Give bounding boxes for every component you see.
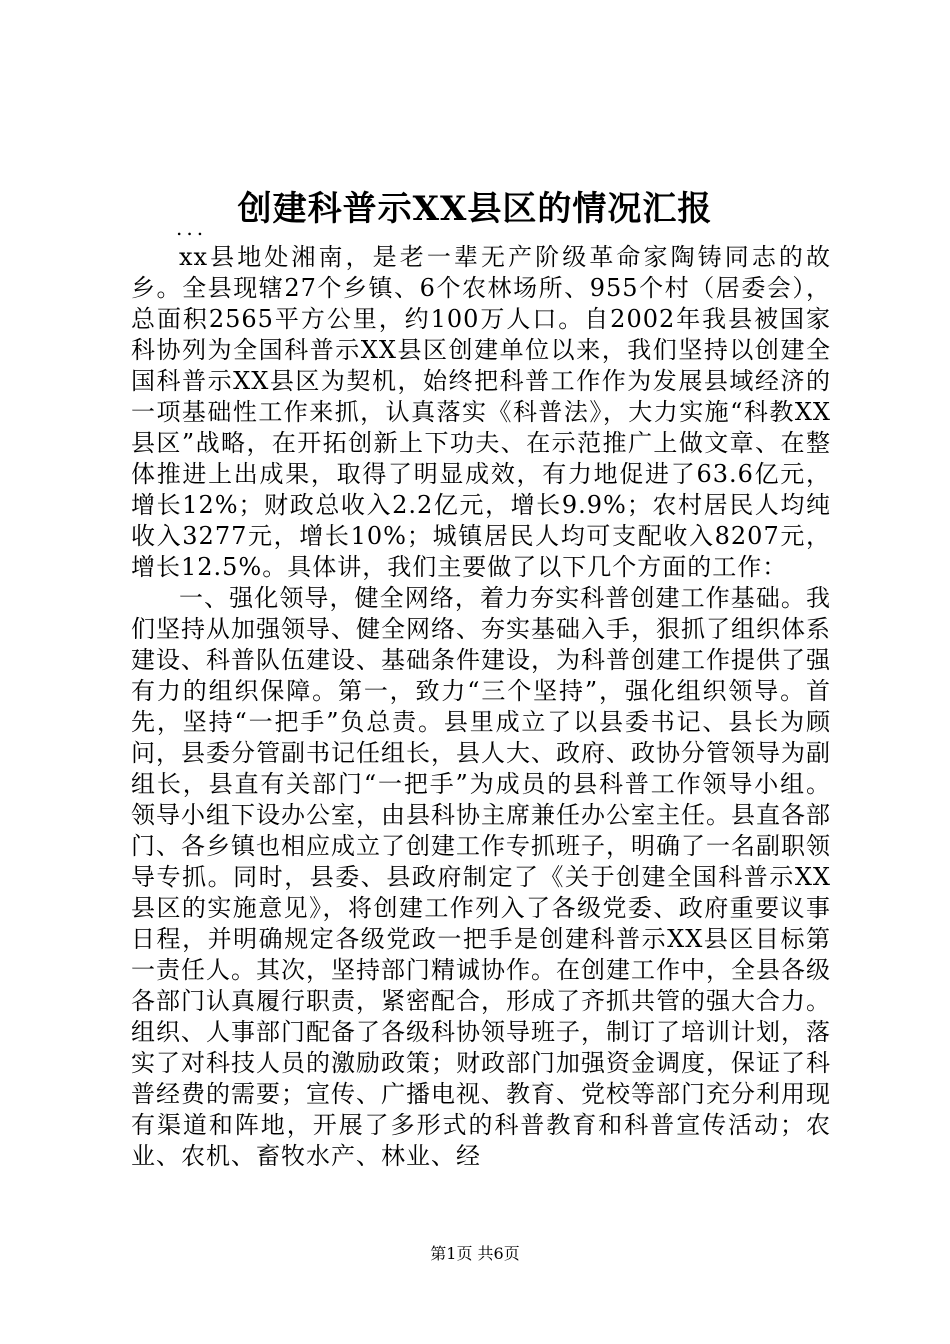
document-body <box>131 242 831 1172</box>
paragraph-intro: xx县地处湘南，是老一辈无产阶级革命家陶铸同志的故乡。全县现辖27个乡镇、6个农林场所、955个村（居委会），总面积2565平方公里，约100万人口。自2002年我县被国家科协列为全国科普示XX县区创建单位以来，我们坚持以创建全国科普示XX县区为契机，始终把科普工作作为发展县域经济的一项基础性工作来抓，认真落实《科普法》，大力实施“科教XX县区”战略，在开拓创新上下功夫、在示范推广上做文章、在整体推进上出成果，取得了明显成效，有力地促进了63.6亿元，增长12%；财政总收入2.2亿元，增长9.9%；农村居民人均纯收入3277元，增长10%；城镇居民人均可支配收入8207元，增长12.5%。具体讲，我们主要做了以下几个方面的工作： <box>131 243 831 581</box>
page-footer: 第1页 共6页 <box>430 1244 520 1263</box>
document-title: 创建科普示XX县区的情况汇报 <box>237 189 713 229</box>
ellipsis-mark: ... <box>176 216 208 240</box>
paragraph-section-one: 一、强化领导，健全网络，着力夯实科普创建工作基础。我们坚持从加强领导、健全网络、夯实基础入手，狠抓了组织体系建设、科普队伍建设、基础条件建设，为科普创建工作提供了强有力的组织保障。第一，致力“三个坚持”，强化组织领导。首先，坚持“一把手”负总责。县里成立了以县委书记、县长为顾问，县委分管副书记任组长，县人大、政府、政协分管领导为副组长，县直有关部门“一把手”为成员的县科普工作领导小组。领导小组下设办公室，由县科协主席兼任办公室主任。县直各部门、各乡镇也相应成立了创建工作专抓班子，明确了一名副职领导专抓。同时，县委、县政府制定了《关于创建全国科普示XX县区的实施意见》，将创建工作列入了各级党委、政府重要议事日程，并明确规定各级党政一把手是创建科普示XX县区目标第一责任人。其次，坚持部门精诚协作。在创建工作中，全县各级各部门认真履行职责，紧密配合，形成了齐抓共管的强大合力。组织、人事部门配备了各级科协领导班子，制订了培训计划，落实了对科技人员的激励政策；财政部门加强资金调度，保证了科普经费的需要；宣传、广播电视、教育、党校等部门充分利用现有渠道和阵地，开展了多形式的科普教育和科普宣传活动；农业、农机、畜牧水产、林业、经 <box>131 584 831 1170</box>
